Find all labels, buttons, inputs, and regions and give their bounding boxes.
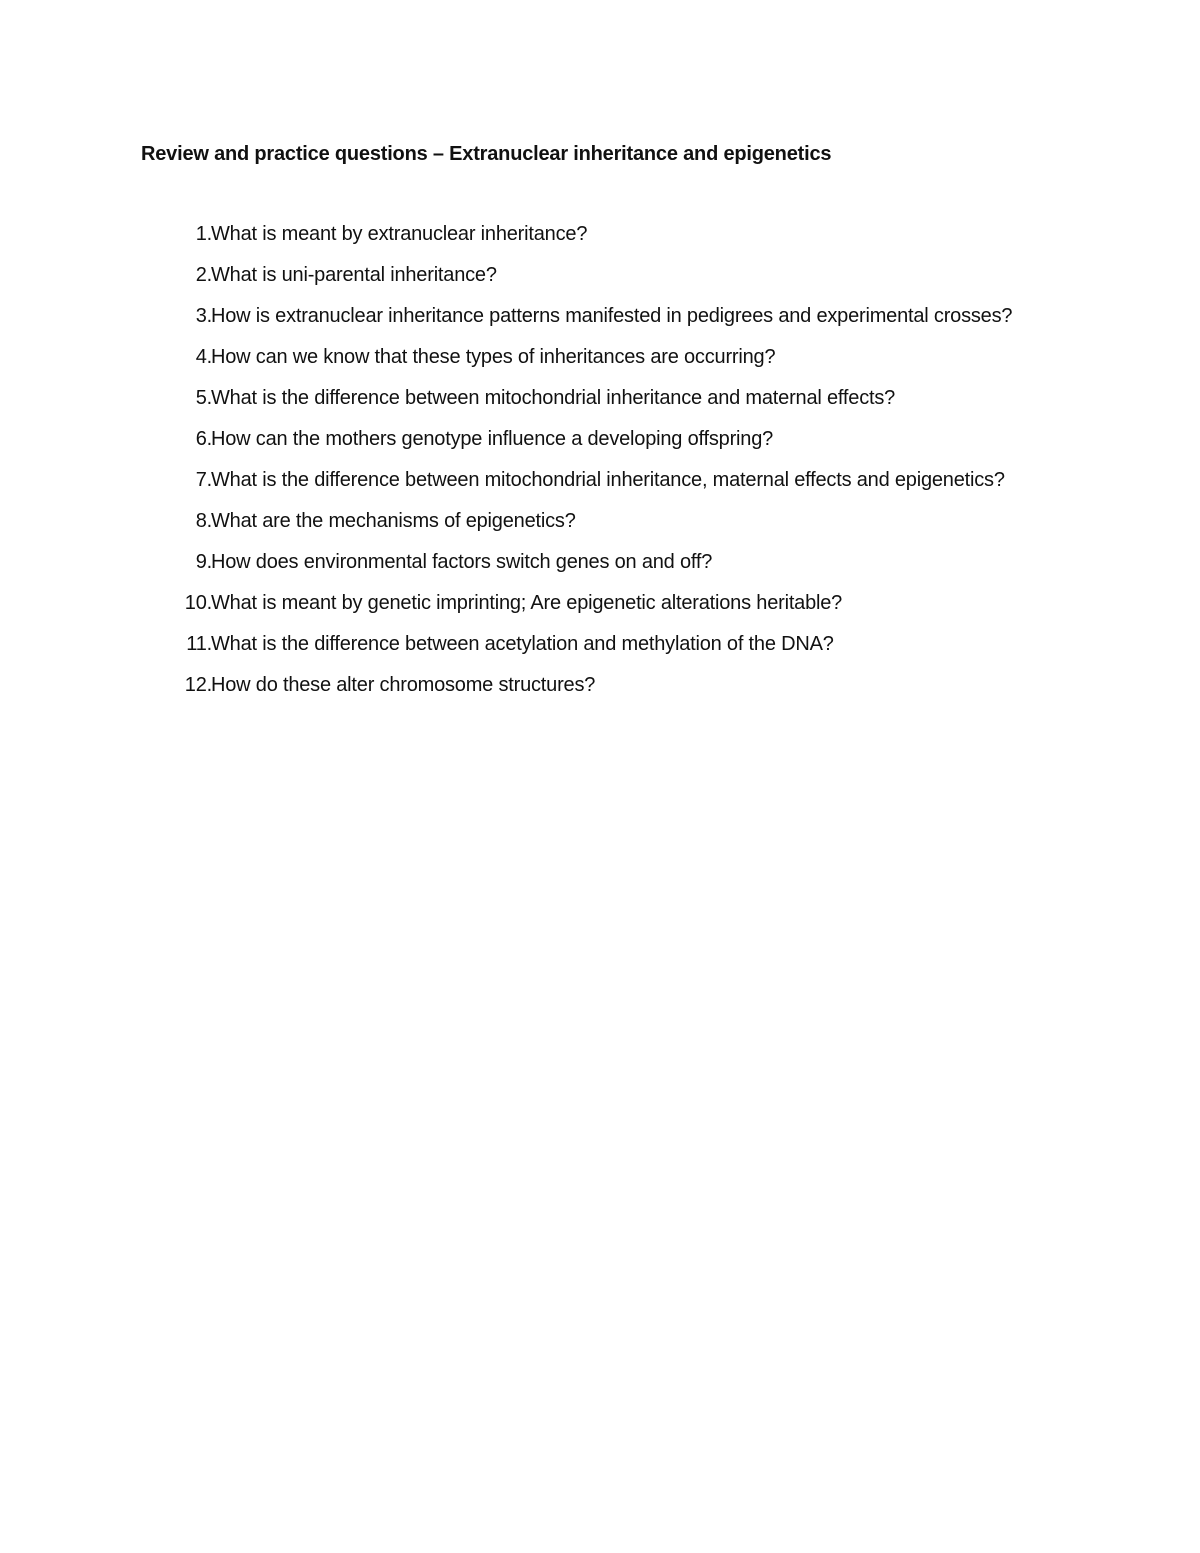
question-number: 10.	[184, 592, 212, 614]
question-item	[160, 255, 1040, 296]
question-number: 4.	[195, 346, 212, 368]
question-number: 8.	[195, 510, 212, 532]
question-item	[160, 542, 1040, 583]
document-title: Review and practice questions – Extranuclear inheritance and epigenetics	[141, 143, 832, 165]
question-list	[160, 214, 1040, 706]
question-text: What is meant by genetic imprinting; Are epigenetic alterations heritable?	[211, 592, 843, 614]
question-number: 3.	[195, 305, 212, 327]
question-number: 2.	[195, 264, 212, 286]
question-text: What is the difference between acetylation and methylation of the DNA?	[211, 633, 834, 655]
question-number: 7.	[195, 469, 212, 491]
question-number: 11.	[186, 633, 212, 655]
question-text: What is uni-parental inheritance?	[211, 264, 497, 286]
question-item	[160, 624, 1040, 665]
question-number: 5.	[195, 387, 212, 409]
question-text: How does environmental factors switch genes on and off?	[211, 551, 713, 573]
question-item	[160, 419, 1040, 460]
question-text: What is the difference between mitochondrial inheritance, maternal effects and epigenetics?	[211, 469, 1005, 491]
question-item	[160, 501, 1040, 542]
question-item	[160, 296, 1040, 337]
question-number: 1.	[195, 223, 212, 245]
question-text: What are the mechanisms of epigenetics?	[211, 510, 576, 532]
question-text: How is extranuclear inheritance patterns manifested in pedigrees and experimental crosses?	[211, 305, 1013, 327]
question-number: 9.	[195, 551, 212, 573]
question-number: 6.	[195, 428, 212, 450]
question-item	[160, 337, 1040, 378]
question-item	[160, 378, 1040, 419]
question-text: What is the difference between mitochondrial inheritance and maternal effects?	[211, 387, 896, 409]
question-text: How can the mothers genotype influence a developing offspring?	[211, 428, 774, 450]
question-text: What is meant by extranuclear inheritance?	[211, 223, 588, 245]
question-item	[160, 460, 1040, 501]
question-item	[160, 665, 1040, 706]
question-item	[160, 583, 1040, 624]
question-text: How can we know that these types of inheritances are occurring?	[211, 346, 776, 368]
question-text: How do these alter chromosome structures?	[211, 674, 596, 696]
question-item	[160, 214, 1040, 255]
question-number: 12.	[184, 674, 212, 696]
